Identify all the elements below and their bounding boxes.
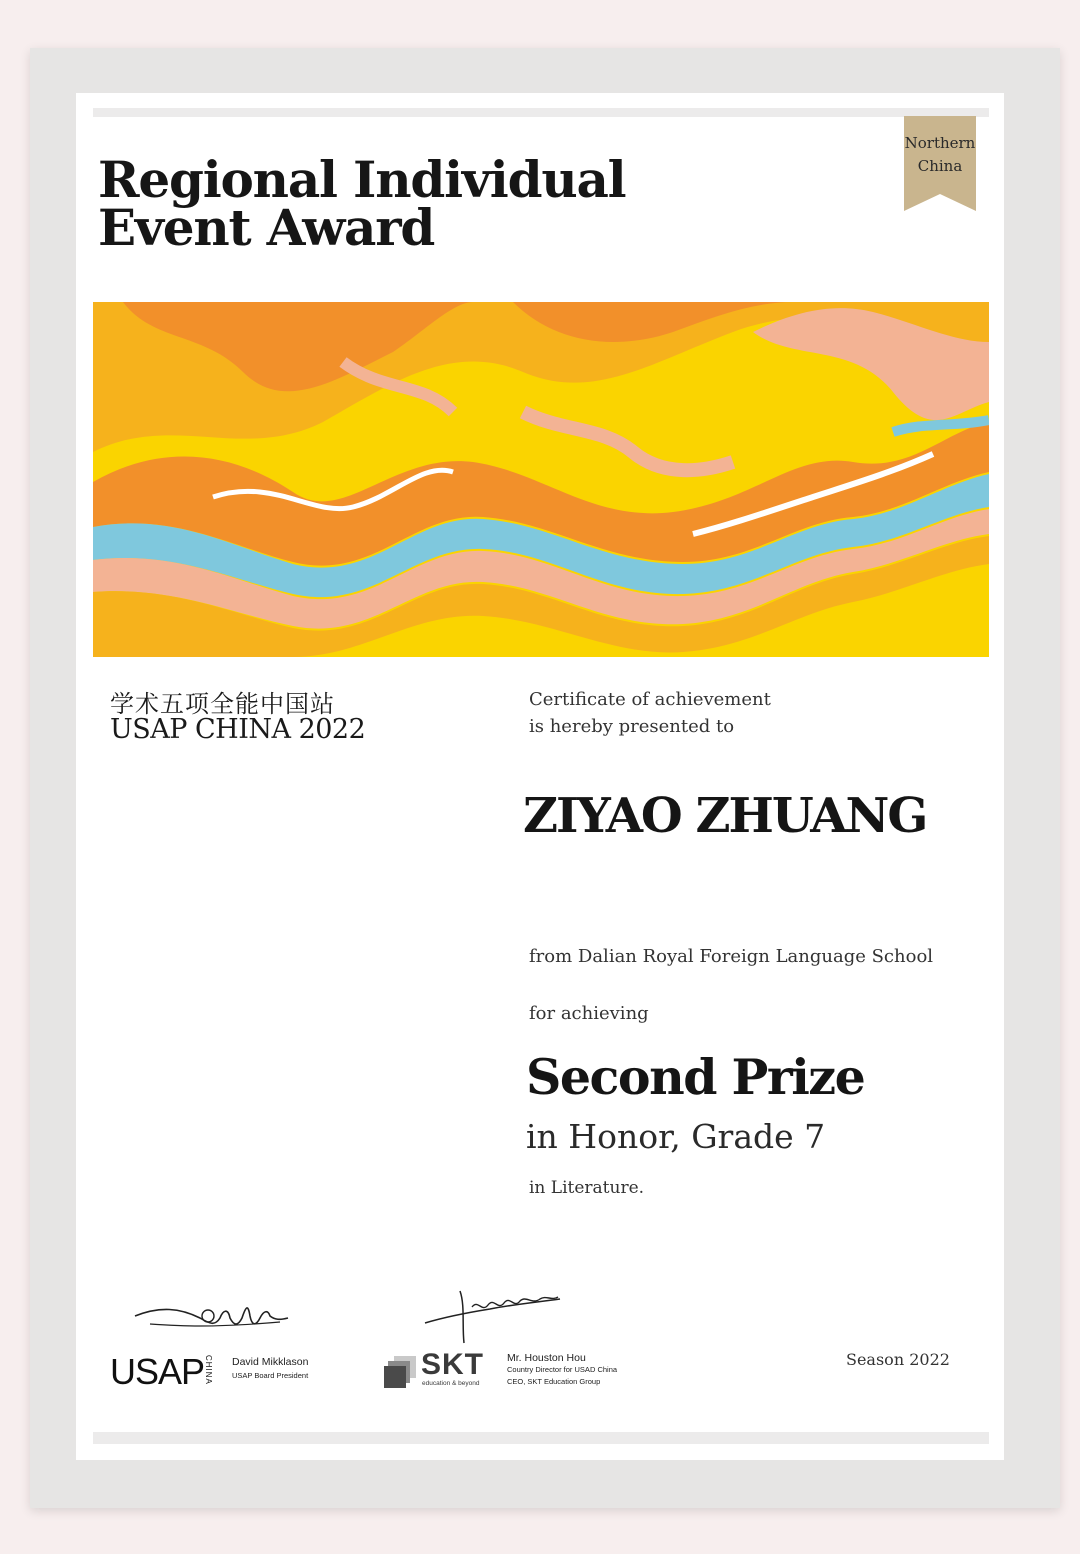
skt-logo: SKT xyxy=(421,1348,484,1381)
region-line1: Northern xyxy=(904,134,976,152)
event-name-english: USAP CHINA 2022 xyxy=(110,714,366,745)
school-line: from Dalian Royal Foreign Language School xyxy=(529,946,934,967)
event-name-chinese: 学术五项全能中国站 xyxy=(110,690,335,718)
usap-side-label: CHINA xyxy=(204,1355,213,1385)
region-ribbon xyxy=(904,116,976,211)
region-line2: China xyxy=(917,157,963,175)
award-title-line2: Event Award xyxy=(98,198,435,257)
paper-edge-bottom xyxy=(93,1432,989,1444)
honor-grade: in Honor, Grade 7 xyxy=(526,1117,826,1156)
subject-line: in Literature. xyxy=(529,1178,645,1198)
signatory-1 xyxy=(232,1356,308,1382)
signatory-2-role-2: CEO, SKT Education Group xyxy=(507,1377,601,1386)
signatory-1-role: USAP Board President xyxy=(232,1371,309,1380)
skt-logo-icon xyxy=(384,1356,416,1388)
signatory-1-name: David Mikklason xyxy=(232,1356,309,1368)
signatory-2-name: Mr. Houston Hou xyxy=(507,1352,586,1364)
signatory-2 xyxy=(507,1352,617,1388)
intro-line2: is hereby presented to xyxy=(529,716,735,737)
signature-david-mikklason xyxy=(130,1296,290,1340)
achieving-line: for achieving xyxy=(529,1003,649,1024)
signature-houston-hou xyxy=(420,1285,565,1347)
certificate-intro xyxy=(529,686,771,740)
season-label: Season 2022 xyxy=(846,1350,950,1369)
intro-line1: Certificate of achievement xyxy=(529,689,771,710)
skt-tagline: education & beyond xyxy=(422,1380,480,1387)
recipient-name: ZIYAO ZHUANG xyxy=(523,788,927,844)
award-title-line1: Regional Individual xyxy=(98,150,626,209)
prize-title: Second Prize xyxy=(526,1048,865,1106)
paper-edge-top xyxy=(93,108,989,117)
abstract-banner-image xyxy=(93,302,989,657)
usap-logo: USAP xyxy=(110,1351,205,1392)
signatory-2-role-1: Country Director for USAD China xyxy=(507,1365,618,1374)
region-label xyxy=(898,132,982,178)
certificate-paper xyxy=(76,93,1004,1460)
award-title xyxy=(98,150,626,257)
